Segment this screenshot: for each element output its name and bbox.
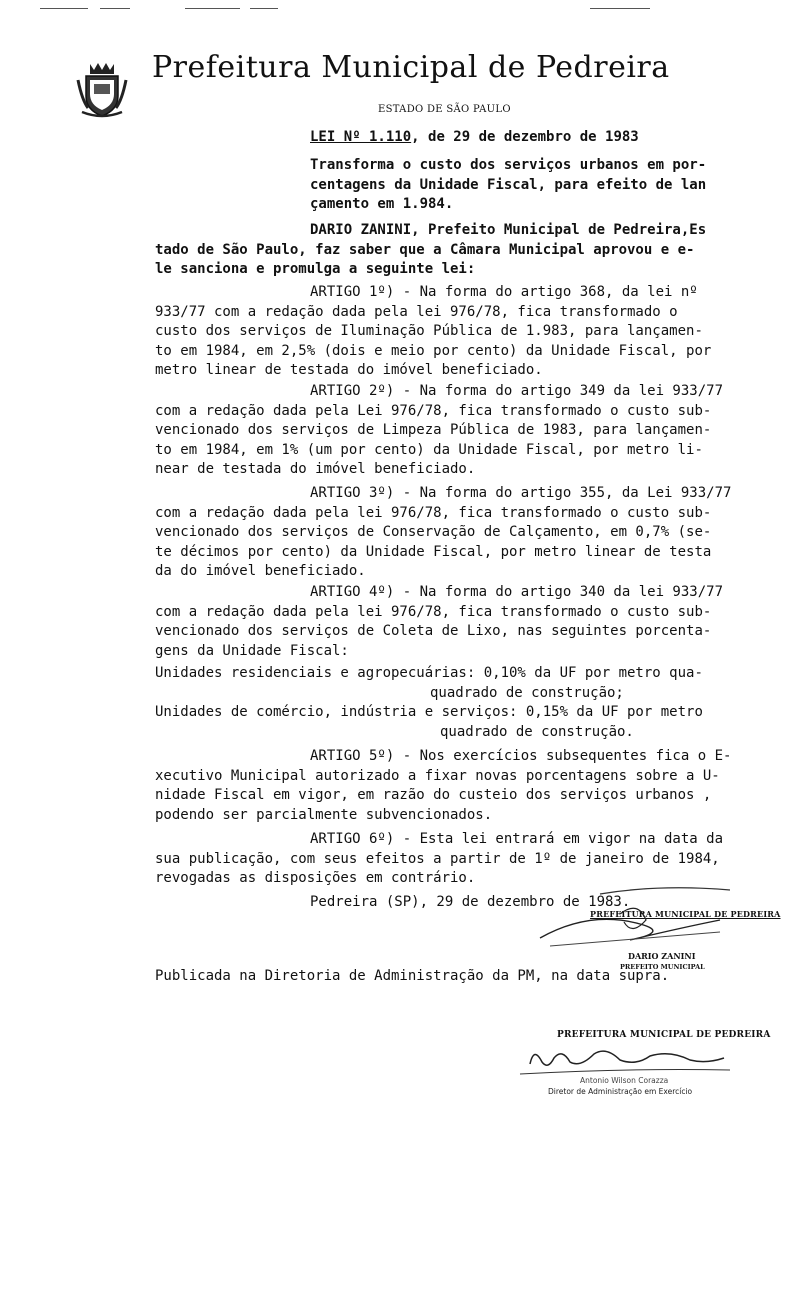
article-3 xyxy=(155,484,731,582)
mayor-stamp-org: PREFEITURA MUNICIPAL DE PEDREIRA xyxy=(590,909,781,919)
article-line: ARTIGO 4º) - Na forma do artigo 340 da lei 933/77 xyxy=(310,584,724,600)
article-line: metro linear de testada do imóvel beneficiado. xyxy=(155,362,543,379)
article-line: ARTIGO 6º) - Esta lei entrará em vigor na data da xyxy=(310,831,724,847)
article-line: to em 1984, em 1% (um por cento) da Unidade Fiscal, por metro li- xyxy=(155,441,703,458)
article-5 xyxy=(155,747,731,825)
summary-line: çamento em 1.984. xyxy=(310,196,454,213)
summary-line: centagens da Unidade Fiscal, para efeito de lan xyxy=(310,176,707,193)
date-line: Pedreira (SP), 29 de dezembro de 1983. xyxy=(310,894,631,910)
article-line: vencionado dos serviços de Coleta de Lixo, nas seguintes porcenta- xyxy=(155,623,712,640)
mayor-name: DARIO ZANINI xyxy=(628,951,696,961)
article-2 xyxy=(155,382,723,480)
director-name: Antonio Wilson Corazza xyxy=(580,1076,669,1085)
scan-artifact xyxy=(590,8,650,9)
state-line: ESTADO DE SÃO PAULO xyxy=(378,104,511,115)
preamble-line: le sanciona e promulga a seguinte lei: xyxy=(155,261,476,278)
preamble-line: tado de São Paulo, faz saber que a Câmara Municipal aprovou e e- xyxy=(155,241,695,258)
article-line: da do imóvel beneficiado. xyxy=(155,563,366,580)
scan-artifact xyxy=(185,8,240,9)
director-signature-icon xyxy=(510,1040,750,1080)
article-line: to em 1984, em 2,5% (dois e meio por cento) da Unidade Fiscal, por xyxy=(155,342,712,359)
coat-of-arms-icon xyxy=(76,60,128,120)
article-line: podendo ser parcialmente subvencionados. xyxy=(155,806,493,823)
article-line: te décimos por cento) da Unidade Fiscal, por metro linear de testa xyxy=(155,543,712,560)
law-number: LEI Nº 1.110 xyxy=(310,129,412,145)
article-line: sua publicação, com seus efeitos a partir de 1º de janeiro de 1984, xyxy=(155,850,720,867)
rate-line: quadrado de construção; xyxy=(430,684,624,701)
article-line: vencionado dos serviços de Limpeza Pública de 1983, para lançamen- xyxy=(155,422,712,439)
scan-artifact xyxy=(40,8,88,9)
mayor-role: PREFEITO MUNICIPAL xyxy=(620,963,705,971)
rate-line: quadrado de construção. xyxy=(440,723,634,740)
article-line: ARTIGO 1º) - Na forma do artigo 368, da lei nº xyxy=(310,284,698,300)
scan-artifact xyxy=(100,8,130,9)
article-line: gens da Unidade Fiscal: xyxy=(155,642,349,659)
mayor-signature-icon xyxy=(520,880,750,960)
article-line: com a redação dada pela lei 976/78, fica transformado o custo sub- xyxy=(155,603,712,620)
article-line: com a redação dada pela lei 976/78, fica transformado o custo sub- xyxy=(155,504,712,521)
article-line: 933/77 com a redação dada pela lei 976/78, fica transformado o xyxy=(155,303,678,320)
law-title xyxy=(310,128,639,148)
article-line: nidade Fiscal em vigor, em razão do custeio dos serviços urbanos , xyxy=(155,787,712,804)
article-line: ARTIGO 5º) - Nos exercícios subsequentes fica o E- xyxy=(310,748,732,764)
director-role: Diretor de Administração em Exercício xyxy=(548,1087,693,1096)
article-line: xecutivo Municipal autorizado a fixar novas porcentagens sobre a U- xyxy=(155,767,720,784)
article-1 xyxy=(155,283,711,381)
article-line: revogadas as disposições em contrário. xyxy=(155,870,476,887)
preamble xyxy=(155,221,706,280)
article-line: ARTIGO 3º) - Na forma do artigo 355, da Lei 933/77 xyxy=(310,485,732,501)
article-4 xyxy=(155,583,723,661)
article-line: vencionado dos serviços de Conservação de Calçamento, em 0,7% (se- xyxy=(155,524,712,541)
rate-line: Unidades de comércio, indústria e serviços: 0,15% da UF por metro xyxy=(155,704,703,721)
rates xyxy=(155,664,703,742)
scan-artifact xyxy=(250,8,278,9)
rate-line: Unidades residenciais e agropecuárias: 0,10% da UF por metro qua- xyxy=(155,665,703,681)
law-date: , de 29 de dezembro de 1983 xyxy=(411,129,639,145)
publication-line: Publicada na Diretoria de Administração da PM, na data supra. xyxy=(155,968,670,984)
preamble-line: DARIO ZANINI, Prefeito Municipal de Pedreira,Es xyxy=(310,222,707,238)
summary-line: Transforma o custo dos serviços urbanos em por- xyxy=(310,157,707,173)
article-line: near de testada do imóvel beneficiado. xyxy=(155,461,476,478)
law-summary xyxy=(310,156,706,215)
article-line: ARTIGO 2º) - Na forma do artigo 349 da lei 933/77 xyxy=(310,383,724,399)
director-stamp-org: PREFEITURA MUNICIPAL DE PEDREIRA xyxy=(557,1030,771,1040)
article-line: com a redação dada pela Lei 976/78, fica transformado o custo sub- xyxy=(155,402,712,419)
header-title: Prefeitura Municipal de Pedreira xyxy=(152,50,670,85)
article-line: custo dos serviços de Iluminação Pública de 1.983, para lançamen- xyxy=(155,323,703,340)
